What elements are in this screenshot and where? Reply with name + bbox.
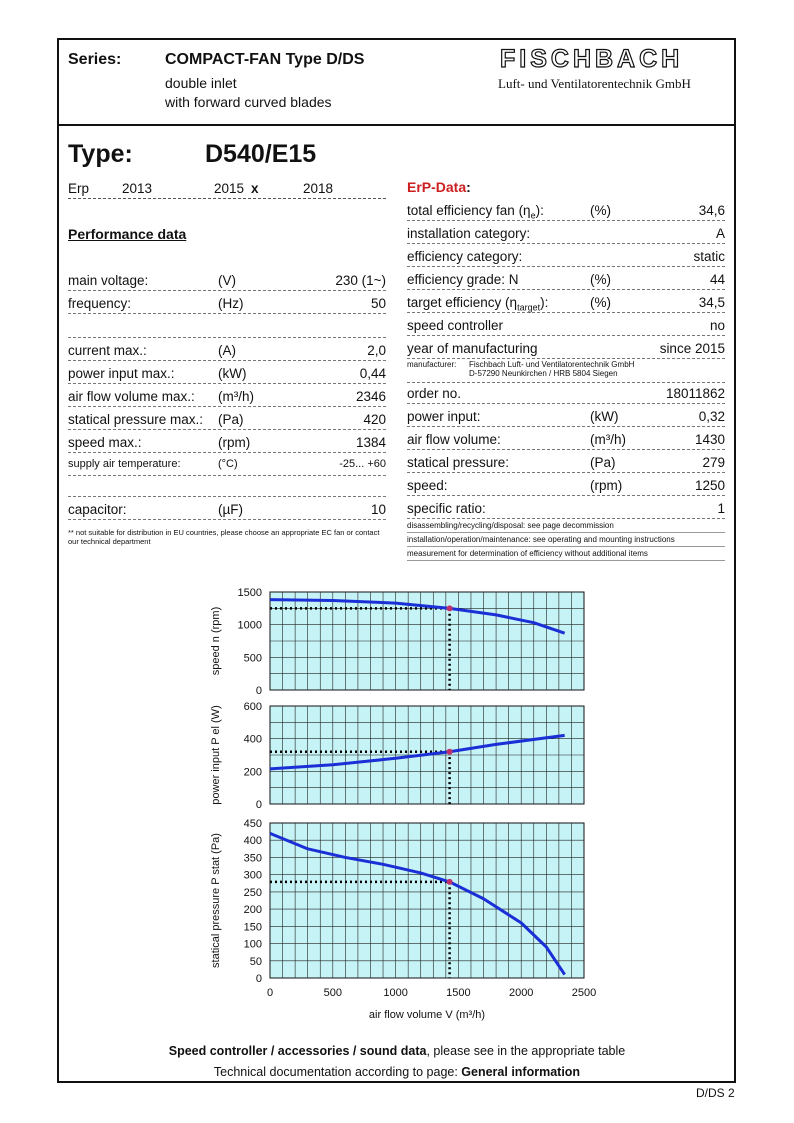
series-subtitle-1: double inlet	[165, 75, 237, 91]
erp-year-2018: 2018	[303, 181, 334, 196]
chart-y-tick-label: 500	[243, 652, 262, 665]
perf-value: -25... +60	[339, 458, 386, 470]
manufacturer-line1: Fischbach Luft- und Ventilatorentechnik GmbH	[469, 360, 635, 369]
erp-label-text: efficiency grade: N	[407, 272, 519, 287]
erp-value: since 2015	[659, 341, 725, 356]
chart-x-tick-label: 0	[266, 987, 274, 999]
perf-value: 50	[370, 296, 386, 311]
perf-value: 1384	[355, 435, 386, 450]
erp-value: 34,5	[698, 295, 725, 310]
perf-unit: (Pa)	[218, 412, 244, 427]
footer-line-2	[0, 1065, 794, 1079]
footer-line-1	[0, 1044, 794, 1058]
erp-title-text: ErP-Data	[407, 179, 467, 195]
chart-y-tick-label: 200	[243, 904, 262, 917]
erp-value: no	[709, 318, 725, 333]
series-subtitle-2: with forward curved blades	[165, 94, 332, 110]
footer-line-2-bold: General information	[461, 1065, 581, 1079]
performance-note: ** not suitable for distribution in EU countries, please choose an appropriate EC fan or contact our technical department	[68, 528, 380, 546]
erp-op-label: air flow volume:	[407, 432, 501, 447]
chart-y-tick-label: 200	[243, 766, 262, 779]
footer-line-1-rest: , please see in the appropriate table	[426, 1044, 626, 1058]
perf-label: statical pressure max.:	[68, 412, 204, 427]
chart-y-tick-label: 300	[243, 869, 262, 882]
erp-value: 44	[709, 272, 725, 287]
performance-title: Performance data	[68, 226, 187, 242]
perf-unit: (µF)	[218, 502, 244, 517]
erp-label-subscript: target	[517, 302, 541, 313]
perf-value: 420	[363, 412, 386, 427]
erp-note-text: measurement for determination of efficiency without additional items	[407, 549, 648, 558]
perf-label: supply air temperature:	[68, 458, 181, 470]
perf-value: 0,44	[359, 366, 386, 381]
perf-unit: (kW)	[218, 366, 247, 381]
perf-label: capacitor:	[68, 502, 127, 517]
erp-year-2013: 2013	[122, 181, 153, 196]
company-name: Luft- und Ventilatorentechnik GmbH	[498, 76, 691, 91]
erp-label-text: year of manufacturing	[407, 341, 538, 356]
perf-unit: (rpm)	[218, 435, 251, 450]
chart-y-tick-label: 1000	[237, 619, 262, 632]
erp-label-subscript: e	[530, 210, 536, 221]
perf-label: main voltage:	[68, 273, 149, 288]
perf-label: power input max.:	[68, 366, 175, 381]
erp-op-value: 1	[717, 501, 725, 516]
perf-value: 230 (1~)	[335, 273, 386, 288]
chart-y-tick-label: 50	[249, 955, 262, 968]
company-logo: FISCHBACH	[500, 45, 684, 73]
erp-op-unit: (Pa)	[590, 455, 616, 470]
perf-label: speed max.:	[68, 435, 142, 450]
manufacturer-label: manufacturer:	[407, 360, 457, 369]
erp-op-label: order no.	[407, 386, 462, 401]
type-value: D540/E15	[205, 140, 317, 168]
chart-y-axis-label: statical pressure P stat (Pa)	[210, 833, 222, 968]
chart-y-tick-label: 0	[255, 799, 262, 811]
manufacturer-line2: D-57290 Neunkirchen / HRB 5804 Siegen	[469, 369, 618, 378]
erp-op-label: power input:	[407, 409, 481, 424]
chart-y-tick-label: 350	[243, 852, 262, 865]
chart-operating-point	[447, 879, 453, 885]
chart-y-tick-label: 400	[243, 733, 262, 746]
erp-op-value: 1430	[694, 432, 725, 447]
erp-label-text: installation category:	[407, 226, 531, 241]
chart-plot-area	[270, 823, 584, 978]
erp-unit: (%)	[590, 295, 611, 310]
chart-x-tick-label: 1000	[383, 987, 408, 999]
chart-x-tick-label: 2000	[508, 987, 534, 999]
chart-y-axis-label: speed n (rpm)	[210, 606, 222, 676]
chart-x-tick-label: 500	[323, 987, 342, 999]
series-title: COMPACT-FAN Type D/DS	[165, 51, 365, 68]
chart-y-tick-label: 450	[243, 818, 262, 830]
perf-unit: (°C)	[218, 458, 238, 470]
page-number: D/DS 2	[696, 1086, 735, 1100]
perf-unit: (V)	[218, 273, 236, 288]
chart-y-tick-label: 0	[255, 685, 262, 697]
erp-label-text: speed controller	[407, 318, 504, 333]
erp-year-mark: x	[251, 181, 259, 196]
erp-label-end: ):	[535, 203, 544, 218]
erp-op-value: 279	[702, 455, 725, 470]
erp-op-unit: (m³/h)	[590, 432, 626, 447]
footer-line-2-rest: Technical documentation according to page:	[213, 1065, 462, 1079]
chart-y-tick-label: 0	[255, 973, 262, 985]
perf-unit: (m³/h)	[218, 389, 254, 404]
chart-y-tick-label: 400	[243, 835, 262, 848]
chart-operating-point	[447, 605, 453, 611]
type-label: Type:	[68, 140, 133, 168]
perf-unit: (Hz)	[218, 296, 244, 311]
chart-x-tick-label: 2500	[571, 987, 597, 999]
series-label: Series:	[68, 51, 122, 68]
perf-label: current max.:	[68, 343, 147, 358]
erp-op-label: statical pressure:	[407, 455, 510, 470]
chart-x-axis-label: air flow volume V (m³/h)	[368, 1009, 486, 1021]
erp-value: 34,6	[698, 203, 725, 218]
erp-value: static	[693, 249, 725, 264]
erp-label-text: target efficiency (η	[407, 295, 518, 310]
chart-x-tick-label: 1500	[446, 987, 471, 999]
chart-y-tick-label: 1500	[237, 587, 262, 599]
perf-label: frequency:	[68, 296, 132, 311]
erp-title-colon: :	[466, 179, 471, 195]
erp-label-text: efficiency category:	[407, 249, 523, 264]
perf-unit: (A)	[218, 343, 236, 358]
erp-label: Erp	[68, 181, 90, 196]
erp-op-value: 1250	[694, 478, 725, 493]
footer-line-1-bold: Speed controller / accessories / sound data	[168, 1044, 427, 1058]
chart-y-tick-label: 250	[243, 886, 262, 899]
chart-y-tick-label: 600	[243, 701, 262, 713]
erp-note-text: installation/operation/maintenance: see operating and mounting instructions	[407, 535, 675, 544]
perf-value: 10	[370, 502, 386, 517]
chart-y-tick-label: 100	[243, 938, 262, 951]
erp-op-label: specific ratio:	[407, 501, 486, 516]
perf-value: 2346	[355, 389, 386, 404]
erp-op-unit: (rpm)	[590, 478, 623, 493]
erp-note-text: disassembling/recycling/disposal: see page decommission	[407, 521, 614, 530]
erp-op-label: speed:	[407, 478, 448, 493]
erp-unit: (%)	[590, 272, 611, 287]
erp-value: A	[715, 226, 725, 241]
erp-year-2015: 2015	[214, 181, 245, 196]
chart-y-axis-label: power input P el (W)	[210, 705, 222, 805]
chart-y-tick-label: 150	[243, 921, 262, 934]
chart-operating-point	[447, 749, 453, 755]
perf-label: air flow volume max.:	[68, 389, 195, 404]
erp-op-unit: (kW)	[590, 409, 619, 424]
erp-op-value: 18011862	[665, 386, 725, 401]
perf-value: 2,0	[367, 343, 386, 358]
erp-unit: (%)	[590, 203, 611, 218]
erp-label-text: total efficiency fan (η	[407, 203, 531, 218]
erp-label-end: ):	[540, 295, 549, 310]
erp-op-value: 0,32	[698, 409, 725, 424]
